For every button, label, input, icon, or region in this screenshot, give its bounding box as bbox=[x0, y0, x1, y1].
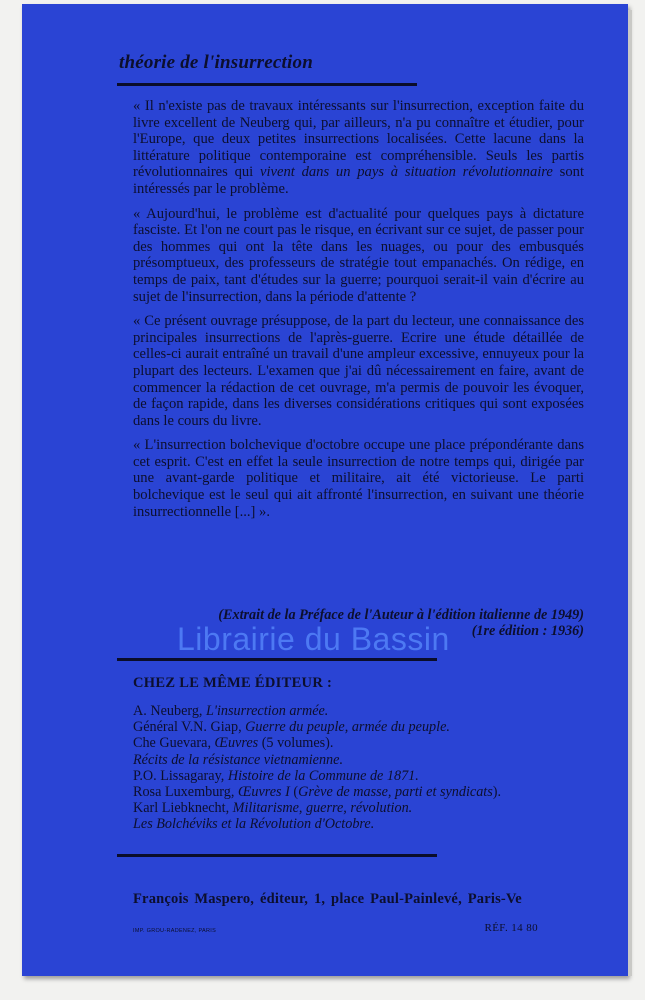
italic-run: Guerre du peuple, armée du peuple. bbox=[245, 719, 450, 736]
book-list-item bbox=[133, 784, 593, 800]
seller-watermark: Librairie du Bassin bbox=[177, 621, 450, 657]
section-rule bbox=[117, 658, 437, 661]
text-run: (5 volumes). bbox=[258, 735, 334, 752]
quote-paragraph bbox=[133, 206, 584, 306]
book-list-item bbox=[133, 816, 593, 832]
text-run: ). bbox=[492, 784, 502, 801]
text-run: Général V.N. Giap, bbox=[133, 719, 246, 736]
printer-imprint: IMP. GROU-RADENEZ, PARIS bbox=[133, 928, 217, 934]
excerpt-source-edition: (1re édition : 1936) bbox=[471, 623, 584, 639]
bottom-rule bbox=[117, 854, 437, 857]
italic-run: vivent dans un pays à situation révolutionnaire bbox=[260, 164, 553, 181]
book-list-item bbox=[133, 768, 593, 784]
text-run: P.O. Lissagaray, bbox=[133, 767, 228, 784]
italic-run: Récits de la résistance vietnamienne. bbox=[133, 751, 343, 768]
italic-run: Grève de masse, parti et syndicats bbox=[298, 784, 493, 801]
book-list-item bbox=[133, 703, 593, 719]
book-back-cover bbox=[22, 4, 628, 976]
same-publisher-list bbox=[133, 703, 593, 833]
preface-excerpt bbox=[133, 98, 584, 528]
text-run: Karl Liebknecht, bbox=[133, 800, 233, 817]
text-run: Che Guevara, bbox=[133, 735, 215, 752]
title-rule bbox=[117, 83, 417, 86]
italic-run: Militarisme, guerre, révolution. bbox=[232, 800, 413, 817]
book-title: théorie de l'insurrection bbox=[119, 52, 313, 73]
text-run: Rosa Luxemburg, bbox=[133, 784, 238, 801]
book-list-item bbox=[133, 752, 593, 768]
quote-paragraph bbox=[133, 313, 584, 429]
italic-run: L'insurrection armée. bbox=[206, 703, 329, 719]
reference-number: RÉF. 14 80 bbox=[484, 922, 538, 934]
italic-run: Œuvres bbox=[214, 735, 259, 752]
text-run: « L'insurrection bolchevique d'octobre occupe une place prépondérante dans cet esprit. C'est en effet la seule insurrection de notre temps qui, dirigée par une avant-garde politique et militaire, ait été victorieuse. Le parti bolchevique est le seul qui ait affronté l'insurrection, en suivant une théorie insurrectionnelle [...] ». bbox=[133, 437, 584, 520]
italic-run: Histoire de la Commune de 1871. bbox=[227, 767, 419, 784]
text-run: « Ce présent ouvrage présuppose, de la part du lecteur, une connaissance des principales insurrections de l'après-guerre. Ecrire une étude détaillée de celles-ci aurait entraîné un travail d'une ampleur excessive, ennuyeux pour la plupart des lecteurs. L'examen que j'ai dû nécessairement en faire, avant de commencer la rédaction de cet ouvrage, m'a permis de pouvoir les évoquer, de façon rapide, dans les diverses considérations critiques qui sont exposées dans le cours du livre. bbox=[133, 313, 584, 429]
quote-paragraph bbox=[133, 98, 584, 198]
excerpt-source: (Extrait de la Préface de l'Auteur à l'édition italienne de 1949) bbox=[218, 607, 584, 623]
text-run: « Aujourd'hui, le problème est d'actualité pour quelques pays à dictature fasciste. Et l'on ne court pas le risque, en écrivant sur ce sujet, de passer pour des hommes qui ont la tête dans les nuages, ou pour des embusqués présomptueux, des professeurs de stratégie tout empanachés. On rédige, en temps de paix, tant d'études sur la guerre; pourquoi serait-il vain d'écrire au sujet de l'insurrection, dans la période d'attente ? bbox=[133, 205, 584, 305]
same-publisher-heading: CHEZ LE MÊME ÉDITEUR : bbox=[133, 675, 333, 691]
text-run: ( bbox=[289, 784, 299, 801]
publisher-address: François Maspero, éditeur, 1, place Paul-Painlevé, Paris-Ve bbox=[133, 891, 522, 907]
text-run: « Il n'existe pas de travaux intéressants sur l'insurrection, exception faite du livre excellent de Neuberg qui, par ailleurs, n'a pu connaître et étudier, pour l'Europe, que deux petites insurrections localisées. Cette lacune dans la littérature politique contemporaine est compréhensible. Seuls les partis révolutionnaires qui bbox=[133, 98, 584, 181]
text-run: A. Neuberg, bbox=[133, 703, 207, 719]
italic-run: Les Bolchéviks et la Révolution d'Octobre. bbox=[133, 816, 375, 833]
quote-paragraph bbox=[133, 437, 584, 520]
italic-run: Œuvres I bbox=[237, 784, 290, 801]
book-list-item bbox=[133, 719, 593, 735]
book-list-item bbox=[133, 800, 593, 816]
text-run: sont intéressés par le problème. bbox=[133, 164, 585, 197]
book-list-item bbox=[133, 735, 593, 751]
